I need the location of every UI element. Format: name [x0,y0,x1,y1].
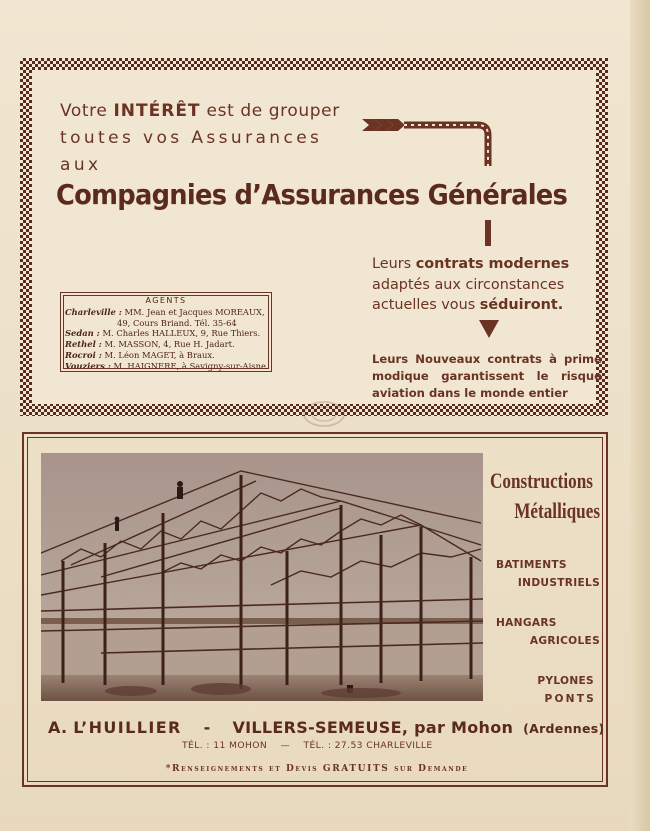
pitch-line-3 [372,295,602,316]
agent-row [65,361,267,372]
agent-row [65,350,267,361]
agent-row [65,307,267,318]
pitch-emphasis: séduiront. [479,297,564,313]
footer-note: *Renseignements et Devis GRATUITS sur Demande [165,764,469,774]
agent-town: Rocroi : [65,349,102,360]
company-name: L’HUILLIER [73,718,182,737]
agent-row [65,318,267,329]
intro-emphasis: INTÉRÊT [113,101,201,121]
service-item: PONTS [544,693,596,705]
insurance-advert-body [32,70,602,404]
agent-town: Vouziers : [65,360,111,371]
intro-line-2: toutes vos Assurances aux [60,128,323,175]
construction-advert [22,432,608,787]
service-item: BATIMENTS [496,559,567,571]
arrow-down-icon [479,320,499,338]
pitch-line-2: adaptés aux circonstances [372,276,565,293]
company-initial: A. [48,718,68,737]
service-item: AGRICOLES [529,635,600,647]
service-item: HANGARS [496,617,557,629]
title-line-2: Métalliques [514,498,600,523]
title-line-1: Constructions [490,468,593,493]
arrow-fletching-icon [362,119,405,131]
agent-text: M. Léon MAGET, à Braux. [104,349,215,360]
pitch-line-1 [372,254,602,275]
agent-town: Sedan : [65,328,100,339]
phone-charleville: TÉL. : 27.53 CHARLEVILLE [303,740,433,751]
construction-photo [41,453,483,701]
agent-text: MM. Jean et Jacques MOREAUX, [124,306,265,317]
company-signature [48,718,605,737]
arrow-segment-icon [485,220,491,246]
company-location: VILLERS-SEMEUSE, par Mohon [232,718,514,737]
agent-town: Rethel : [65,339,102,350]
agent-town: Charleville : [65,306,122,317]
agents-title: AGENTS [145,296,187,305]
company-region: (Ardennes) [523,721,605,736]
agent-text: 49, Cours Briand. Tél. 35-64 [117,317,237,328]
agent-text: M. MASSON, 4, Rue H. Jadart. [104,339,235,350]
insurance-advert [20,58,608,416]
agent-text: M. HAIGNERE, à Savigny-sur-Aisne. [113,360,269,371]
phone-numbers [182,740,482,751]
intro-suffix: est de grouper [206,101,340,121]
page-edge-shadow [630,0,650,831]
construction-title [490,466,600,526]
aviation-text: Leurs Nouveaux contrats à prime modique garantissent le risque aviation dans le monde entier [372,352,602,400]
phone-separator: — [280,740,291,751]
service-item: INDUSTRIELS [517,577,600,589]
intro-prefix: Votre [60,101,108,121]
agent-row [65,339,267,350]
steel-frame-photo-icon [41,453,483,701]
signature-dash: - [203,718,211,737]
phone-mohon: TÉL. : 11 MOHON [182,740,268,751]
agents-box [60,292,272,372]
pitch-prefix: Leurs [372,256,412,272]
pitch-prefix: actuelles vous [372,297,476,313]
service-item: PYLONES [537,675,594,687]
pitch-text [372,254,602,316]
arrow-shaft-icon [404,125,488,166]
services-list [496,556,600,708]
agent-row [65,328,267,339]
agent-text: M. Charles HALLEUX, 9, Rue Thiers. [102,328,261,339]
faint-stamp-icon [300,399,348,429]
pitch-emphasis: contrats modernes [415,256,570,272]
company-name: Compagnies d’Assurances Générales [56,178,568,211]
